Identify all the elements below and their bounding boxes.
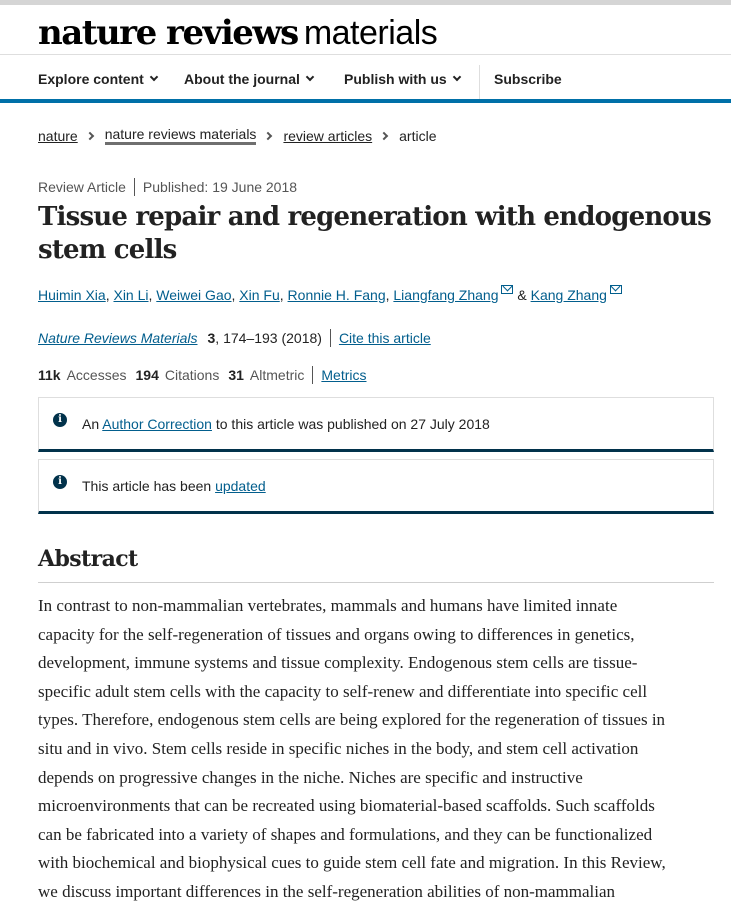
- site-header: [0, 5, 731, 55]
- author-link[interactable]: Xin Fu: [239, 287, 280, 303]
- author-link[interactable]: Ronnie H. Fang: [287, 287, 386, 303]
- abstract-line: with biochemical and biophysical cues to guide stem cell fate and migration. In this Review,: [38, 853, 666, 873]
- breadcrumb-journal[interactable]: nature reviews materials: [105, 127, 257, 145]
- chevron-right-icon: [264, 132, 272, 140]
- metrics-divider: [312, 366, 313, 384]
- article-updated-notice: [38, 459, 714, 514]
- journal-logo[interactable]: [38, 13, 437, 53]
- abstract-line: we discuss important differences in the self-regeneration abilities of non-mammalian: [38, 881, 616, 901]
- metrics-link[interactable]: Metrics: [321, 367, 367, 383]
- author-link[interactable]: Liangfang Zhang: [393, 287, 499, 303]
- abstract-line: microenvironments that can be recreated using biomaterial-based scaffolds. Such scaffolds: [38, 796, 655, 816]
- published-date: Published: 19 June 2018: [142, 179, 298, 195]
- abstract-line: In contrast to non-mammalian vertebrates, mammals and humans have limited innate: [38, 596, 618, 615]
- chevron-right-icon: [85, 132, 93, 140]
- article-metrics: [38, 366, 367, 384]
- nav-item-label: Publish with us: [344, 71, 447, 87]
- chevron-down-icon: [306, 73, 314, 81]
- abstract-body: [38, 592, 714, 907]
- accesses-count: 11k: [38, 367, 61, 383]
- author-link[interactable]: Weiwei Gao: [156, 287, 232, 303]
- volume-number: 3: [207, 330, 216, 346]
- article-title: Tissue repair and regeneration with endogenous stem cells: [38, 202, 711, 265]
- info-icon: i: [53, 475, 67, 489]
- main-nav: [0, 55, 731, 103]
- citation-line: [38, 329, 431, 347]
- meta-divider: [134, 178, 135, 196]
- author-correction-link[interactable]: Author Correction: [102, 416, 212, 432]
- chevron-down-icon: [150, 73, 158, 81]
- nav-publish-with-us[interactable]: [344, 71, 460, 87]
- nav-about-journal[interactable]: [184, 71, 313, 87]
- logo-bold-text: nature reviews: [38, 13, 298, 53]
- citations-count: 194: [135, 367, 159, 383]
- author-link[interactable]: Xin Li: [113, 287, 149, 303]
- journal-link[interactable]: Nature Reviews Materials: [38, 330, 198, 346]
- citations-label: Citations: [164, 367, 220, 383]
- breadcrumb-review-articles[interactable]: review articles: [283, 128, 373, 144]
- abstract-line: specific adult stem cells with the capacity to self-renew and differentiate into specific cell: [38, 681, 648, 701]
- abstract-heading: Abstract: [38, 546, 138, 572]
- breadcrumb-current: article: [399, 128, 437, 144]
- subscribe-link[interactable]: Subscribe: [494, 71, 562, 87]
- author-correction-notice: [38, 397, 714, 452]
- notice-text: An Author Correction to this article was published on 27 July 2018: [82, 416, 490, 432]
- nav-divider: [479, 65, 480, 99]
- chevron-right-icon: [380, 132, 388, 140]
- abstract-line: depends on progressive changes in the niche. Niches are specific and instructive: [38, 767, 583, 787]
- mail-icon[interactable]: [610, 285, 622, 294]
- author-link[interactable]: Huimin Xia: [38, 287, 106, 303]
- chevron-down-icon: [452, 73, 460, 81]
- info-icon: i: [53, 413, 67, 427]
- breadcrumb: [38, 127, 437, 145]
- author-list: Huimin Xia, Xin Li, Weiwei Gao, Xin Fu, Ronnie H. Fang, Liangfang Zhang & Kang Zhang: [38, 287, 622, 303]
- accesses-label: Accesses: [66, 367, 127, 383]
- abstract-line: development, immune systems and tissue complexity. Endogenous stem cells are tissue-: [38, 653, 638, 673]
- nav-item-label: Explore content: [38, 71, 144, 87]
- notice-text: This article has been updated: [82, 478, 266, 494]
- cite-article-link[interactable]: Cite this article: [338, 330, 431, 346]
- citation-divider: [330, 329, 331, 347]
- updated-link[interactable]: updated: [215, 478, 266, 494]
- logo-light-text: materials: [303, 14, 438, 52]
- abstract-line: capacity for the self-regeneration of tissues and organs owing to differences in genetics,: [38, 624, 635, 644]
- altmetric-label: Altmetric: [249, 367, 305, 383]
- nav-explore-content[interactable]: [38, 71, 157, 87]
- mail-icon[interactable]: [501, 285, 513, 294]
- article-type: Review Article: [38, 179, 126, 195]
- abstract-line: types. Therefore, endogenous stem cells are being explored for the regeneration of tissues in: [38, 710, 666, 730]
- pages-year: , 174–193 (2018): [215, 330, 322, 346]
- altmetric-count: 31: [228, 367, 244, 383]
- nav-item-label: About the journal: [184, 71, 300, 87]
- article-meta: [38, 178, 297, 196]
- abstract-divider: [38, 582, 714, 583]
- abstract-line: situ and in vivo. Stem cells reside in specific niches in the body, and stem cell activation: [38, 738, 639, 758]
- author-link[interactable]: Kang Zhang: [530, 287, 607, 303]
- abstract-line: can be fabricated into a variety of shapes and formulations, and they can be functionalized: [38, 824, 653, 844]
- author-ampersand: &: [517, 287, 527, 303]
- breadcrumb-nature[interactable]: nature: [38, 128, 78, 144]
